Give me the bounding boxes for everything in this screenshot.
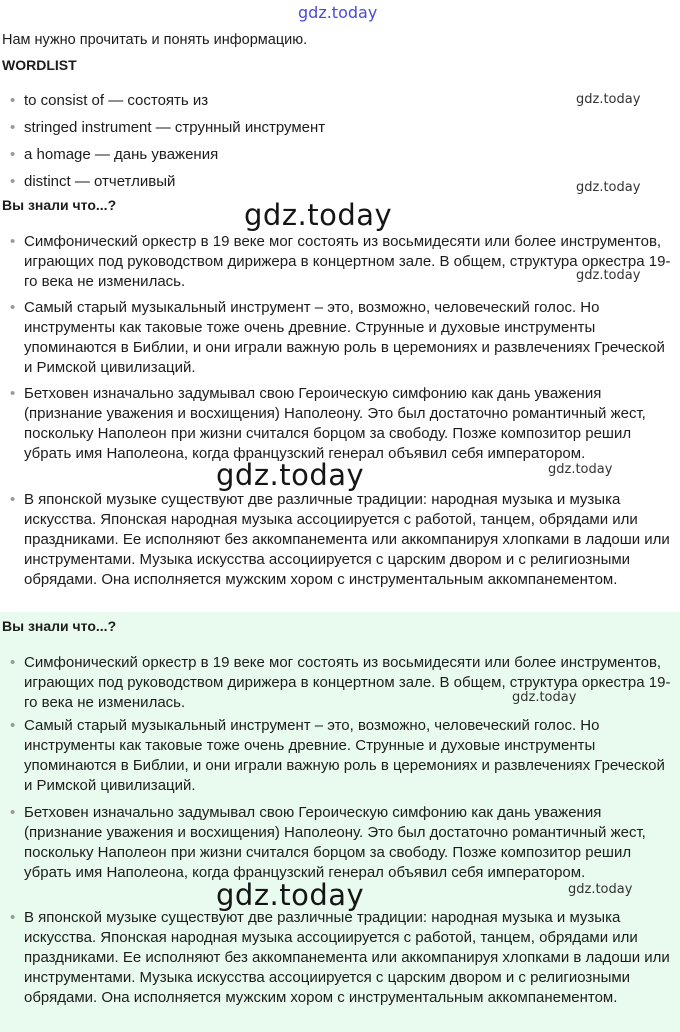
list-item: • distinct — отчетливый bbox=[10, 173, 176, 190]
list-item: • Симфонический оркестр в 19 веке мог состоять из восьмидесяти или более инструментов, играющих под руководством дирижера в концертном зале. В общем, структура оркестра 19-го века не изменилась. bbox=[10, 233, 671, 290]
bullet-icon: • bbox=[10, 299, 16, 316]
watermark: gdz.today bbox=[512, 690, 577, 705]
list-item: • Самый старый музыкальный инструмент – это, возможно, человеческий голос. Но инструменты как таковые тоже очень древние. Струнные и духовые инструменты упоминаются в Библии, и они играли важную роль в церемониях и развлечениях Греческой и Римской цивилизаций. bbox=[10, 299, 665, 376]
bullet-icon: • bbox=[10, 385, 16, 402]
list-item: • Самый старый музыкальный инструмент – это, возможно, человеческий голос. Но инструменты как таковые тоже очень древние. Струнные и духовые инструменты упоминаются в Библии, и они играли важную роль в церемониях и развлечениях Греческой и Римской цивилизаций. bbox=[10, 717, 665, 794]
bullet-icon: • bbox=[10, 654, 16, 671]
did-you-know-heading: Вы знали что...? bbox=[2, 197, 117, 213]
list-item: • В японской музыке существуют две различные традиции: народная музыка и музыка искусства. Японская народная музыка ассоциируется с работой, танцем, обрядами или праздниками. Ее исполняют без аккомпанемента или аккомпанируя хлопками в ладоши или инструментами. Музыка искусства ассоциируется с царским двором и с религиозными обрядами. Она исполняется мужским хором с инструментальным аккомпанементом. bbox=[10, 909, 670, 1006]
wordlist bbox=[10, 91, 325, 199]
watermark: gdz.today bbox=[244, 198, 393, 232]
list-item: • Бетховен изначально задумывал свою Героическую симфонию как дань уважения (признание уважения и восхищения) Наполеону. Это был достаточно романтичный жест, поскольку Наполеон при жизни считался борцом за свободу. Позже композитор решил убрать имя Наполеона, когда французский генерал объявил себя императором. bbox=[10, 804, 646, 881]
bullet-icon: • bbox=[10, 717, 16, 734]
facts-list bbox=[10, 653, 676, 1008]
bullet-icon: • bbox=[10, 909, 16, 926]
list-item: • stringed instrument — струнный инструмент bbox=[10, 119, 326, 136]
bullet-icon: • bbox=[10, 491, 16, 508]
bullet-icon: • bbox=[10, 146, 16, 163]
watermark: gdz.today bbox=[548, 462, 613, 477]
list-item: • a homage — дань уважения bbox=[10, 146, 219, 163]
list-item: • Симфонический оркестр в 19 веке мог состоять из восьмидесяти или более инструментов, играющих под руководством дирижера в концертном зале. В общем, структура оркестра 19-го века не изменилась. bbox=[10, 654, 671, 711]
watermark: gdz.today bbox=[298, 3, 378, 22]
wordlist-heading: WORDLIST bbox=[2, 57, 77, 73]
did-you-know-heading: Вы знали что...? bbox=[2, 618, 117, 634]
list-item: • В японской музыке существуют две различные традиции: народная музыка и музыка искусства. Японская народная музыка ассоциируется с работой, танцем, обрядами или праздниками. Ее исполняют без аккомпанемента или аккомпанируя хлопками в ладоши или инструментами. Музыка искусства ассоциируется с царским двором и с религиозными обрядами. Она исполняется мужским хором с инструментальным аккомпанементом. bbox=[10, 491, 670, 588]
intro-text: Нам нужно прочитать и понять информацию. bbox=[2, 32, 308, 48]
list-item: • Бетховен изначально задумывал свою Героическую симфонию как дань уважения (признание уважения и восхищения) Наполеону. Это был достаточно романтичный жест, поскольку Наполеон при жизни считался борцом за свободу. Позже композитор решил убрать имя Наполеона, когда французский генерал объявил себя императором. bbox=[10, 385, 646, 462]
facts-list bbox=[10, 232, 676, 590]
watermark: gdz.today bbox=[216, 458, 365, 492]
bullet-icon: • bbox=[10, 804, 16, 821]
bullet-icon: • bbox=[10, 173, 16, 190]
watermark: gdz.today bbox=[568, 882, 633, 897]
watermark: gdz.today bbox=[576, 268, 641, 283]
bullet-icon: • bbox=[10, 233, 16, 250]
bullet-icon: • bbox=[10, 119, 16, 136]
watermark: gdz.today bbox=[576, 180, 641, 195]
watermark: gdz.today bbox=[576, 92, 641, 107]
watermark: gdz.today bbox=[216, 878, 365, 912]
bullet-icon: • bbox=[10, 92, 16, 109]
list-item: • to consist of — состоять из bbox=[10, 92, 209, 109]
